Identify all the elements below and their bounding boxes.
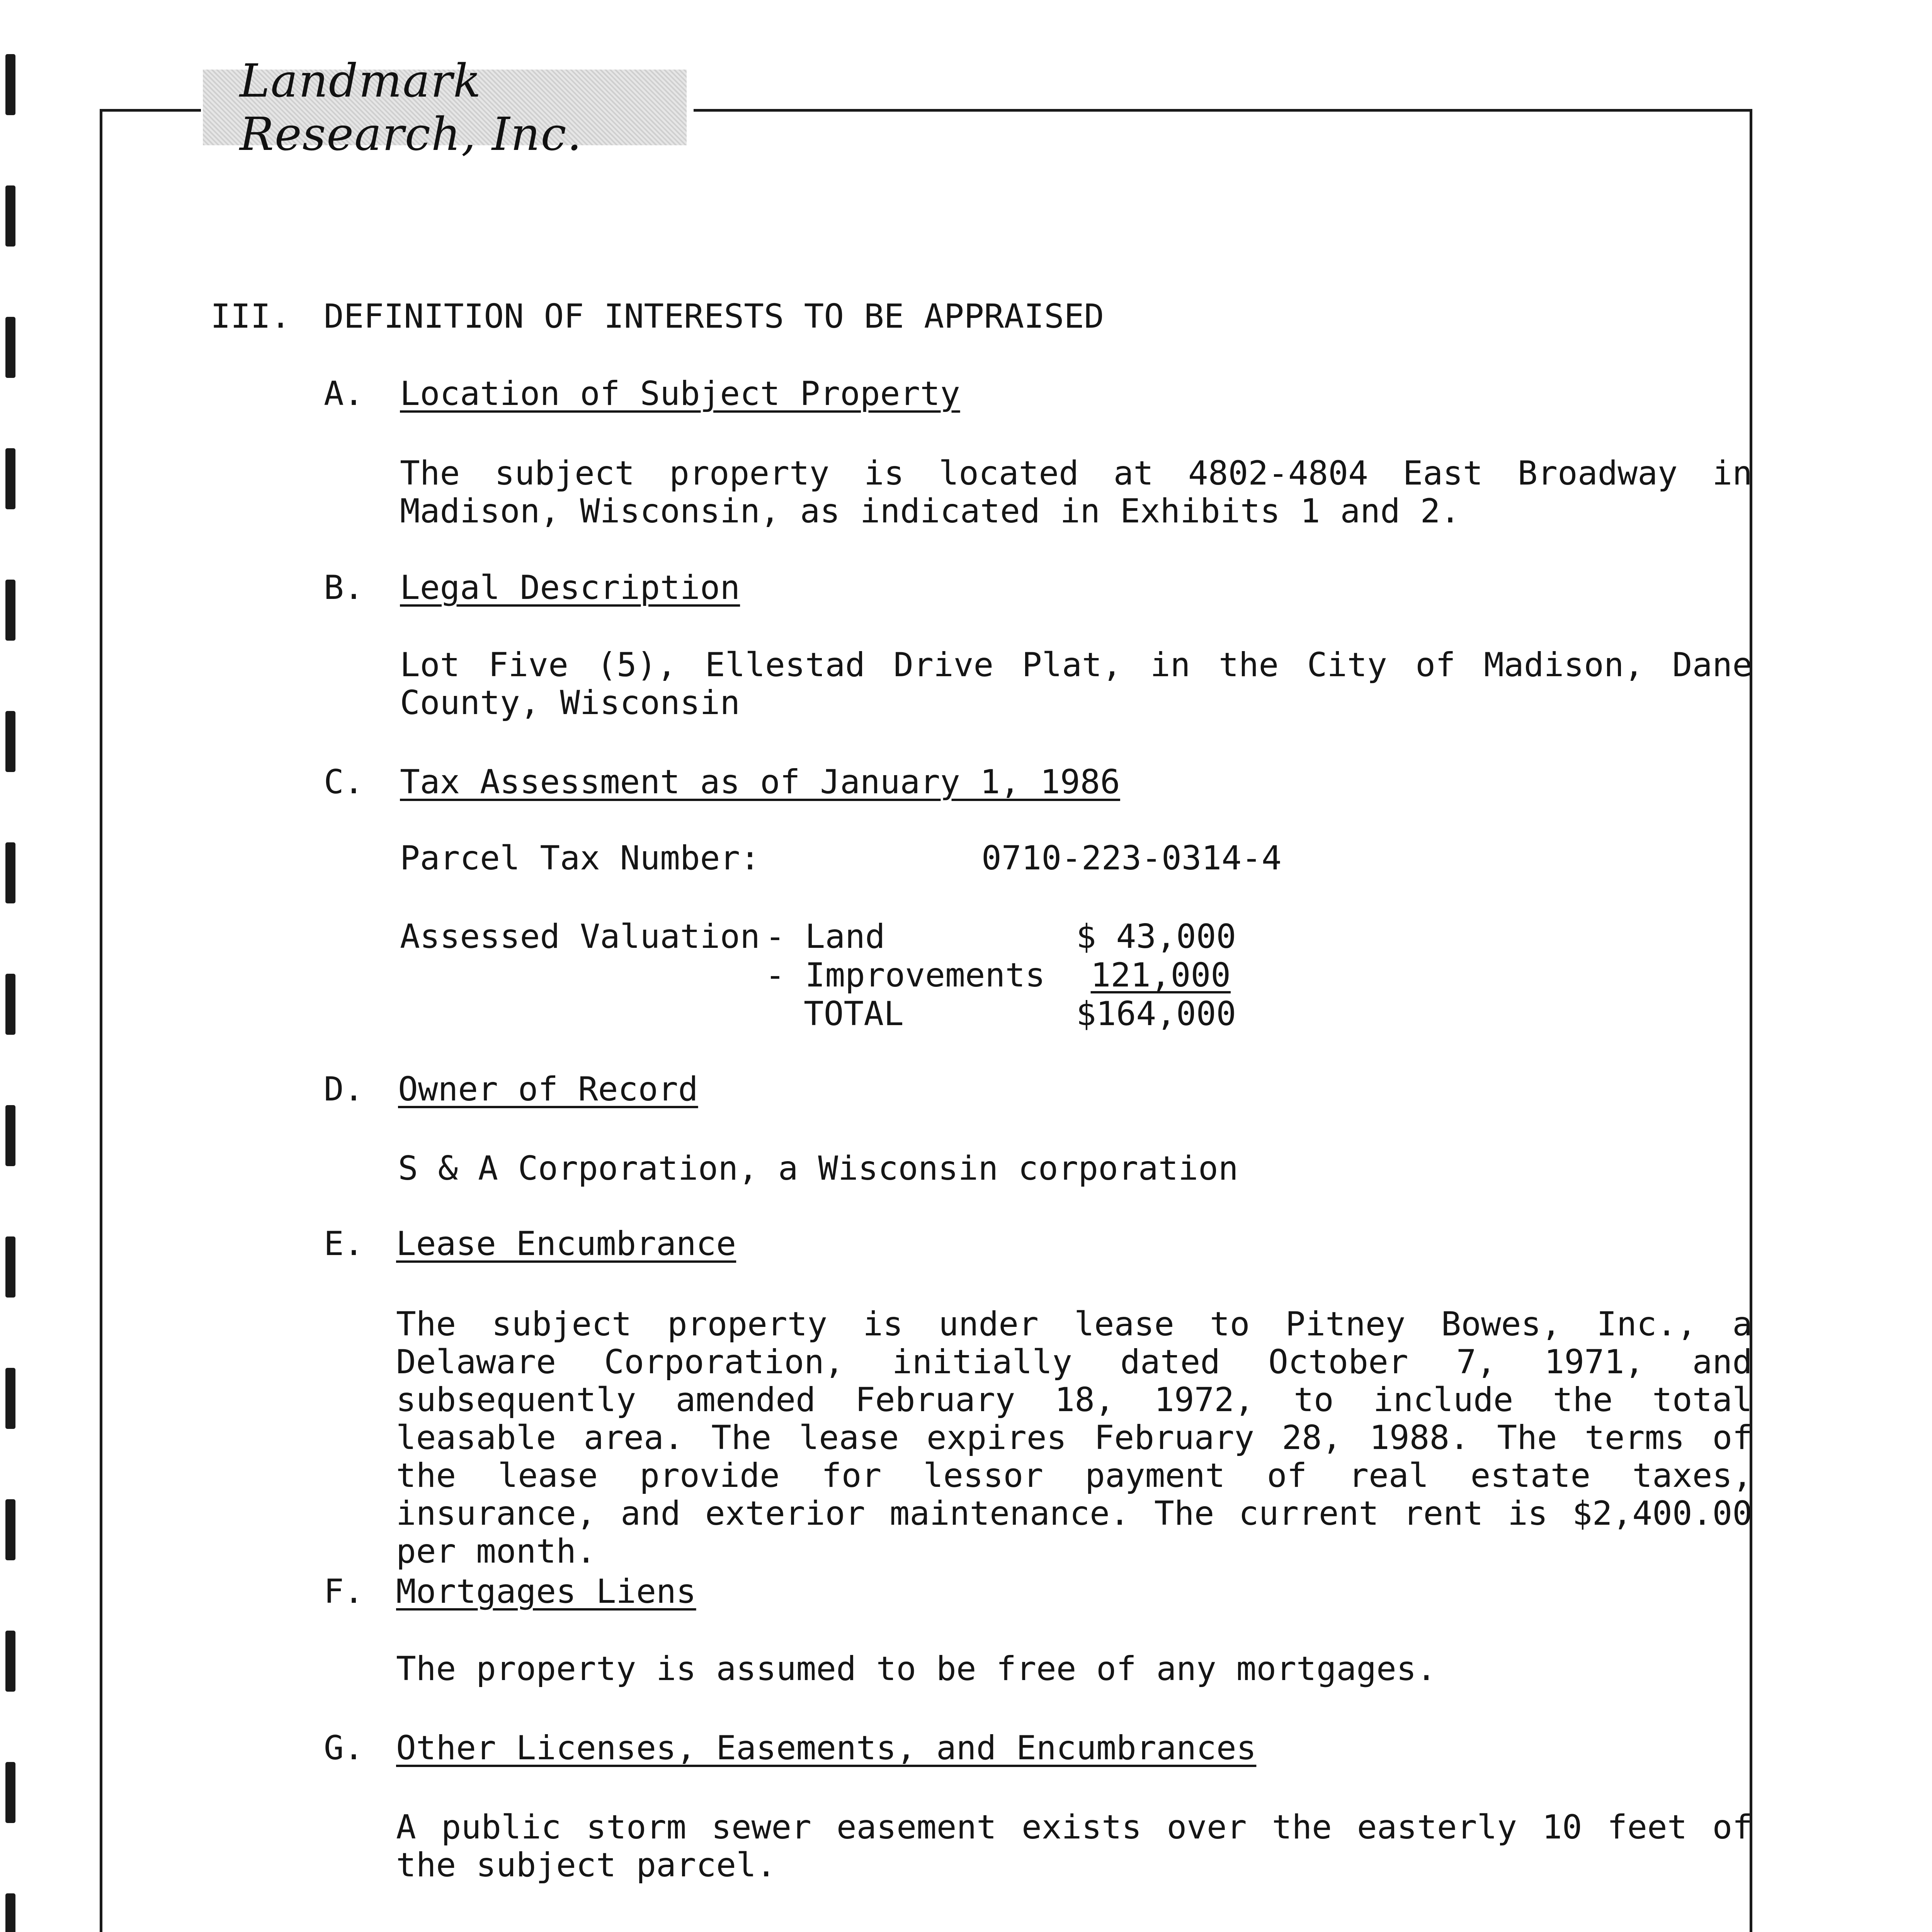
subsection-f-body: The property is assumed to be free of any mortgages. [396,1650,1437,1688]
frame-border-right [1750,109,1752,1932]
section-iii-numeral: III. [211,297,291,336]
binding-hole [5,54,15,115]
binding-hole [5,1762,15,1823]
company-logo-text: Landmark Research, Inc. [240,54,583,161]
subsection-b-body: Lot Five (5), Ellestad Drive Plat, in the City of Madison, Dane County, Wisconsin [400,646,1752,722]
binding-hole [5,1499,15,1560]
land-value: $ 43,000 [1076,917,1236,956]
subsection-d-letter: D. [324,1070,364,1109]
improvements-value: 121,000 [1090,956,1231,995]
subsection-b-heading: Legal Description [400,568,740,607]
subsection-e-body: The subject property is under lease to Pitney Bowes, Inc., a Delaware Corporation, initially dated October 7, 1971, and subsequently amended February 18, 1972, to include the total leasable area. The lease expires February 28, 1988. The terms of the lease provide for lessor payment of real estate taxes, insurance, and exterior maintenance. The current rent is $2,400.00 per month. [396,1305,1752,1571]
subsection-b-letter: B. [324,568,364,607]
subsection-e-letter: E. [324,1225,364,1263]
binding-hole [5,1236,15,1298]
section-iii-title: DEFINITION OF INTERESTS TO BE APPRAISED [324,297,1104,336]
subsection-c-heading: Tax Assessment as of January 1, 1986 [400,763,1120,801]
subsection-f-heading: Mortgages Liens [396,1572,696,1611]
subsection-g-body: A public storm sewer easement exists over the easterly 10 feet of the subject parcel. [396,1808,1752,1884]
subsection-a-body: The subject property is located at 4802-4804 East Broadway in Madison, Wisconsin, as indicated in Exhibits 1 and 2. [400,454,1752,531]
parcel-tax-number: 0710-223-0314-4 [981,839,1282,878]
total-label: TOTAL [804,995,904,1033]
total-value: $164,000 [1076,995,1236,1033]
subsection-d-heading: Owner of Record [398,1070,698,1109]
binding-hole [5,1105,15,1166]
binding-hole [5,448,15,509]
binding-hole [5,1631,15,1692]
land-label: - Land [765,917,885,956]
binding-hole [5,711,15,772]
binding-hole [5,842,15,903]
binding-hole [5,1893,15,1932]
binding-hole [5,580,15,641]
subsection-d-body: S & A Corporation, a Wisconsin corporation [398,1149,1238,1188]
binding-hole [5,317,15,378]
binding-hole [5,1368,15,1429]
subsection-e-heading: Lease Encumbrance [396,1225,736,1263]
frame-border-left [100,109,102,1932]
subsection-c-letter: C. [324,763,364,801]
frame-border-top [694,109,1752,112]
binding-hole [5,974,15,1035]
parcel-tax-label: Parcel Tax Number: [400,839,760,878]
binding-edge [0,0,23,1932]
subsection-f-letter: F. [324,1572,364,1611]
subsection-g-letter: G. [324,1729,364,1767]
company-logo [203,54,687,161]
frame-border-top [100,109,201,112]
improvements-label: - Improvements [765,956,1045,995]
subsection-a-heading: Location of Subject Property [400,374,960,413]
assessed-valuation-label: Assessed Valuation [400,917,760,956]
subsection-a-letter: A. [324,374,364,413]
binding-hole [5,185,15,247]
subsection-g-heading: Other Licenses, Easements, and Encumbrances [396,1729,1257,1767]
